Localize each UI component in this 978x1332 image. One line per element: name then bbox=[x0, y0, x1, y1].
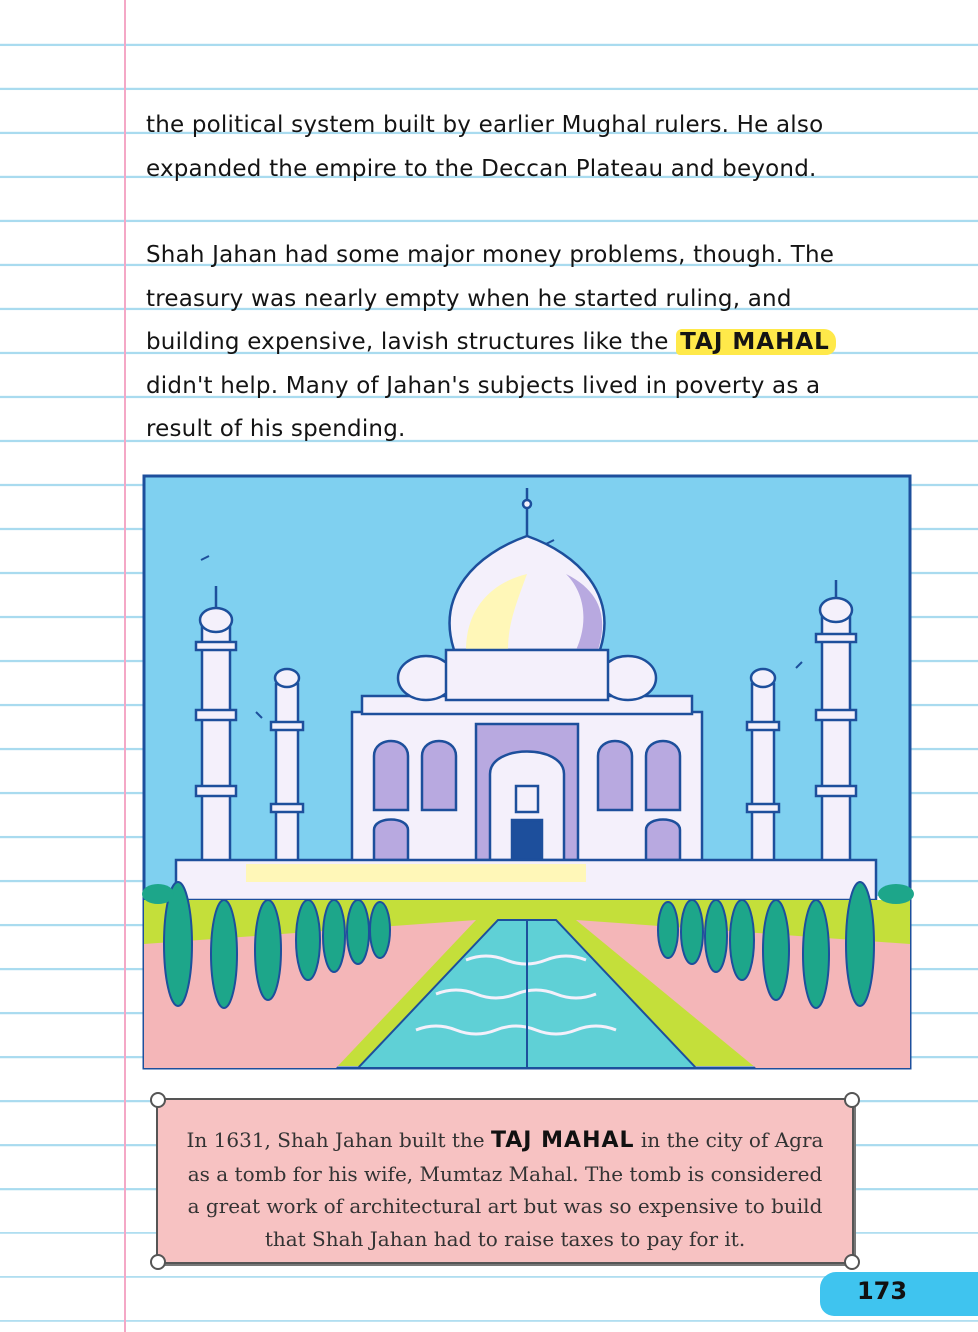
text-fragment: building expensive, lavish structures like the bbox=[146, 329, 677, 355]
plinth-highlight bbox=[246, 864, 586, 882]
caption-highlight: TAJ MAHAL bbox=[490, 1128, 635, 1153]
corner-ornament bbox=[150, 1092, 166, 1108]
paragraph-1 bbox=[146, 104, 886, 191]
minaret-right-outer bbox=[816, 580, 856, 876]
minaret-right-inner bbox=[747, 669, 779, 874]
text-line: result of his spending. bbox=[146, 416, 406, 442]
highlighted-term: TAJ MAHAL bbox=[676, 329, 836, 355]
shrub bbox=[878, 884, 914, 904]
caption-box bbox=[156, 1098, 854, 1264]
corner-ornament bbox=[844, 1092, 860, 1108]
page-number: 173 bbox=[856, 1277, 908, 1305]
minaret-left-inner bbox=[271, 669, 303, 874]
caption-after: in the city of Agra as a tomb for his wife, Mumtaz Mahal. The tomb is considered a great work of architectural art but was so expensive to build that Shah Jahan had to raise taxes to pay for it. bbox=[187, 1128, 824, 1251]
taj-mahal-illustration bbox=[136, 474, 914, 1074]
paragraph-2 bbox=[146, 234, 886, 452]
text-line bbox=[146, 321, 886, 365]
corner-ornament bbox=[844, 1254, 860, 1270]
text-line: treasury was nearly empty when he started ruling, and bbox=[146, 285, 792, 312]
notebook-margin-line bbox=[124, 0, 126, 1332]
shrub bbox=[142, 884, 174, 904]
text-line: expanded the empire to the Deccan Plateau and beyond. bbox=[146, 155, 817, 182]
text-line: didn't help. Many of Jahan's subjects lived in poverty as a bbox=[146, 372, 821, 399]
text-line: the political system built by earlier Mughal rulers. He also bbox=[146, 112, 824, 138]
caption-before: In 1631, Shah Jahan built the bbox=[186, 1128, 491, 1152]
minaret-left-outer bbox=[196, 586, 236, 874]
corner-ornament bbox=[150, 1254, 166, 1270]
caption-text bbox=[182, 1124, 828, 1255]
text-line: Shah Jahan had some major money problems, though. The bbox=[146, 242, 835, 268]
